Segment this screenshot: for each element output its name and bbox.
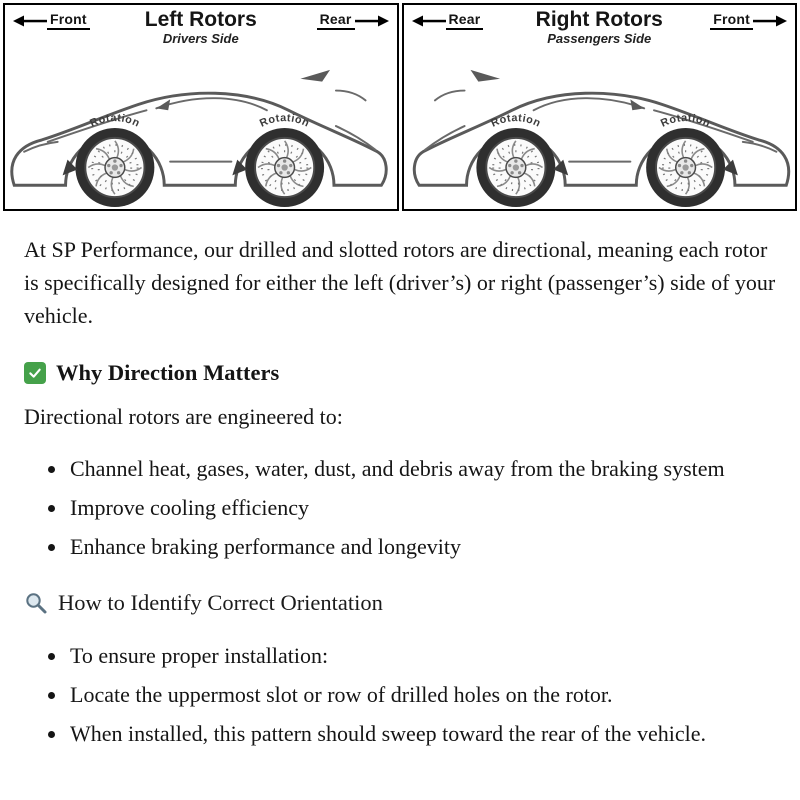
panel-subtitle: Drivers Side <box>162 31 239 47</box>
right-rotors-panel <box>402 3 798 211</box>
rear-label: Rear <box>446 11 484 30</box>
intro-paragraph: At SP Performance, our drilled and slotted rotors are directional, meaning each rotor is specifically designed for either the left (driver’s) or right (passenger’s) side of your vehicle. <box>24 237 776 328</box>
section-heading: Why Direction Matters <box>56 360 280 385</box>
article-body <box>0 211 800 780</box>
front-label: Front <box>47 11 90 30</box>
rear-wheel-rotor <box>245 128 324 207</box>
list-item: • To ensure proper installation: <box>68 640 776 672</box>
heading-why-direction-matters <box>24 356 776 390</box>
left-car-illustration <box>5 57 397 207</box>
panel-subtitle: Passengers Side <box>547 31 652 47</box>
rotation-text-rear: Rotation <box>488 112 543 130</box>
magnifier-icon <box>24 591 48 615</box>
orientation-list <box>24 640 776 750</box>
left-panel-title-block <box>5 9 397 46</box>
list-item: • Enhance braking performance and longevity <box>68 531 776 563</box>
rotation-text-rear: Rotation <box>257 112 312 130</box>
lead-paragraph: Directional rotors are engineered to: <box>24 403 343 429</box>
section-heading: How to Identify Correct Orientation <box>58 590 383 616</box>
list-item: • Locate the uppermost slot or row of drilled holes on the rotor. <box>68 679 776 711</box>
left-rotors-panel <box>3 3 399 211</box>
rear-label: Rear <box>317 11 355 30</box>
car-body-mirrored <box>414 70 788 207</box>
rotation-text-front: Rotation <box>658 112 712 130</box>
right-panel-header <box>404 5 796 47</box>
check-icon <box>24 362 46 384</box>
right-car-illustration <box>404 57 796 207</box>
list-item: • When installed, this pattern should sweep toward the rear of the vehicle. <box>68 718 776 750</box>
list-item: • Channel heat, gases, water, dust, and debris away from the braking system <box>68 453 776 485</box>
heading-identify-orientation <box>24 586 776 620</box>
list-item: • Improve cooling efficiency <box>68 492 776 524</box>
right-panel-title-block <box>404 9 796 46</box>
panel-title: Left Rotors <box>144 8 257 31</box>
rotor-direction-diagram <box>0 0 800 211</box>
panel-title: Right Rotors <box>535 8 663 31</box>
left-panel-header <box>5 5 397 47</box>
front-label: Front <box>710 11 753 30</box>
rotation-text-front: Rotation <box>88 112 142 130</box>
front-wheel-rotor <box>75 128 154 207</box>
benefits-list <box>24 453 776 563</box>
